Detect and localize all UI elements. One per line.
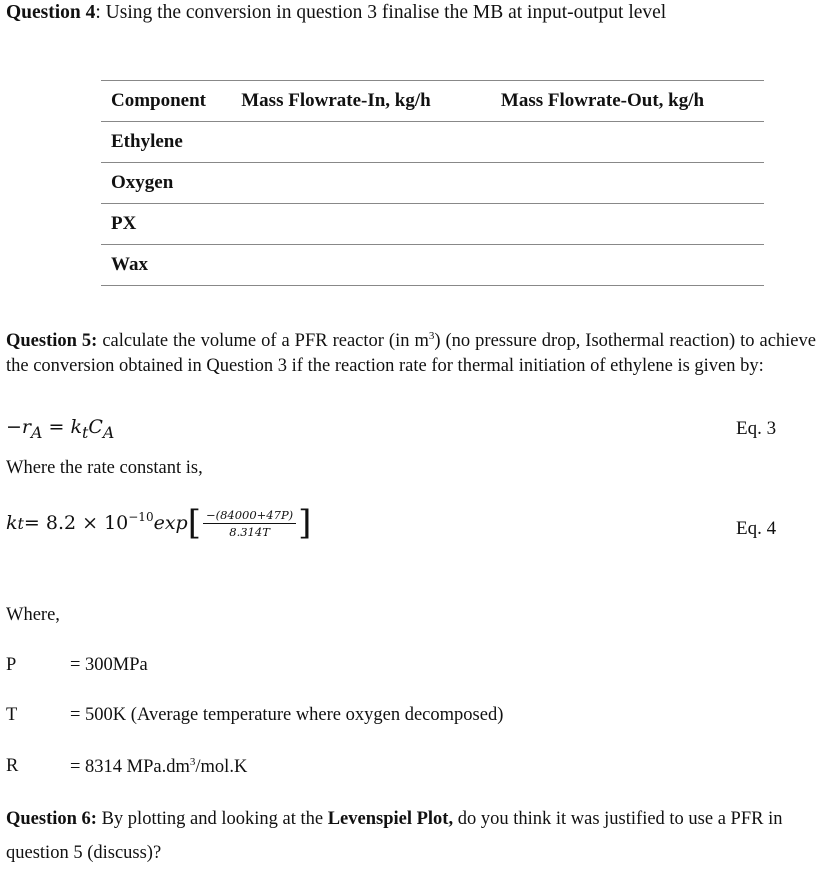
table-row [101, 122, 764, 163]
eq4-exp: −10 [128, 510, 154, 524]
var-t-symbol: T [6, 705, 18, 725]
header-component: Component [101, 81, 231, 122]
cell-out[interactable] [441, 122, 764, 163]
var-r-sup: 3 [189, 756, 196, 768]
cell-out[interactable] [441, 204, 764, 245]
header-mass-flow-out: Mass Flowrate-Out, kg/h [441, 81, 764, 122]
question-6 [6, 802, 816, 870]
question-6-bold: Levenspiel Plot, [327, 809, 454, 829]
var-t-value: = 500K (Average temperature where oxygen decomposed) [70, 705, 504, 725]
question-6-text-a: By plotting and looking at the [96, 809, 328, 829]
row-component: Ethylene [101, 122, 231, 163]
mass-balance-table [101, 80, 764, 286]
eq3-c: C [88, 416, 103, 438]
table-row [101, 163, 764, 204]
equation-4 [6, 503, 312, 543]
eq4-mid: = 8.2 × 10 [23, 512, 129, 534]
question-5-text-b: ) (no pressure drop, Isothermal reaction) to achieve the conversion obtained in Question 3 if the reaction rate for thermal initiation of ethylene is given by: [6, 331, 816, 377]
cell-in[interactable] [231, 122, 441, 163]
question-4-label: Question 4 [6, 2, 96, 23]
cell-out[interactable] [441, 163, 764, 204]
question-5-label: Question 5: [6, 331, 98, 352]
var-r-after: /mol.K [195, 757, 248, 778]
eq3-eq: = k [42, 416, 82, 438]
cell-in[interactable] [231, 204, 441, 245]
cell-in[interactable] [231, 163, 441, 204]
eq4-func: exp [153, 512, 188, 534]
cell-in[interactable] [231, 245, 441, 286]
row-component: Wax [101, 245, 231, 286]
var-r-symbol: R [6, 756, 19, 776]
table-row [101, 245, 764, 286]
eq3-lhs-sub: A [31, 422, 43, 442]
eq4-denominator: 8.314T [229, 524, 270, 539]
question-4-text: : Using the conversion in question 3 finalise the MB at input-output level [95, 2, 667, 23]
cell-out[interactable] [441, 245, 764, 286]
row-component: PX [101, 204, 231, 245]
eq3-c-sub: A [102, 422, 115, 442]
question-6-text-b: do you think it was justified to use a PFR in question 5 (discuss)? [6, 809, 783, 863]
eq3-lhs: −r [6, 416, 32, 438]
left-bracket: [ [187, 503, 201, 543]
table-row [101, 204, 764, 245]
question-5-sup: 3 [428, 330, 435, 342]
var-r-value [70, 756, 247, 778]
var-p-symbol: P [6, 655, 17, 675]
equation-3 [6, 416, 114, 442]
header-mass-flow-in: Mass Flowrate-In, kg/h [231, 81, 441, 122]
eq4-k-sub: t [17, 513, 24, 533]
question-4 [6, 2, 666, 24]
right-bracket: ] [298, 503, 312, 543]
where-rate-text: Where the rate constant is, [6, 458, 203, 478]
var-p-value: = 300MPa [70, 655, 148, 675]
question-6-label: Question 6: [6, 809, 97, 829]
row-component: Oxygen [101, 163, 231, 204]
question-5-text-a: calculate the volume of a PFR reactor (in m [97, 331, 429, 352]
question-5 [6, 324, 816, 379]
where-text: Where, [6, 605, 60, 625]
table-header-row [101, 81, 764, 122]
var-r-value-text: = 8314 MPa.dm [70, 757, 190, 778]
eq3-k-sub: t [81, 422, 89, 442]
eq3-label: Eq. 3 [736, 418, 777, 439]
eq4-numerator: −(84000+47P) [203, 508, 296, 524]
eq4-fraction [203, 508, 296, 539]
eq4-label: Eq. 4 [736, 518, 777, 539]
eq4-k: k [6, 512, 18, 534]
